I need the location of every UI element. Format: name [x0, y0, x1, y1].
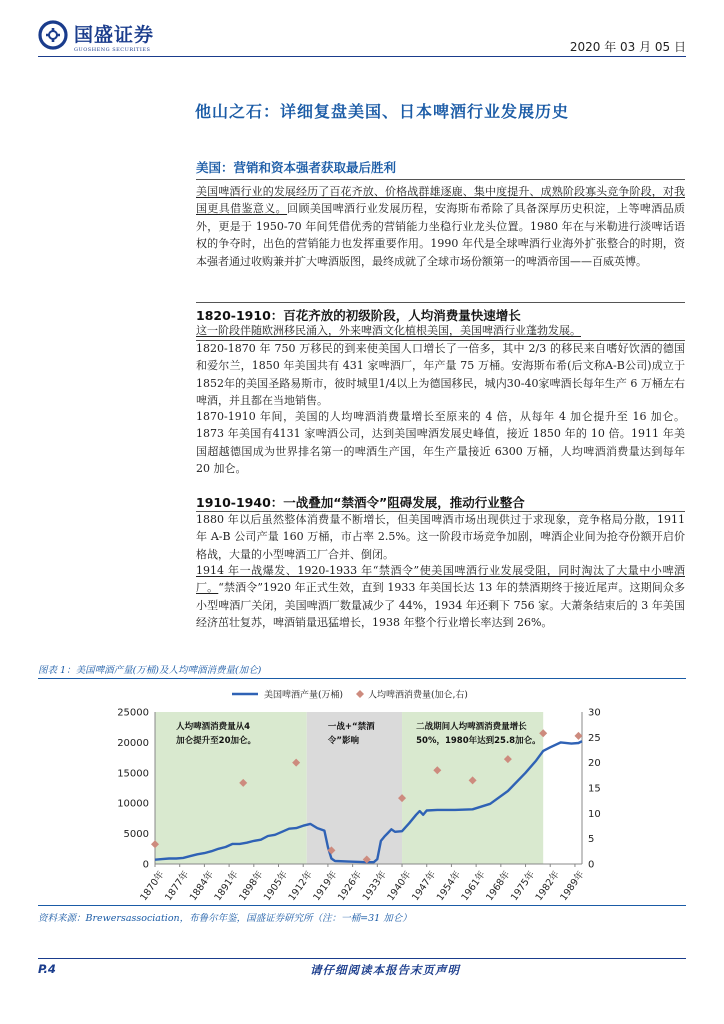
y-right-tick-label: 25: [588, 732, 601, 744]
y-right-tick-label: 30: [588, 707, 601, 719]
phase2-paragraph-2: 1914 年一战爆发、1920-1933 年“禁酒令”使美国啤酒行业发展受阻，同时淘汰了大量中小啤酒厂。“禁酒令”1920 年正式生效，直到 1933 年美国长达 13 年的禁酒期终于接近尾声。这期间众多小型啤酒厂关闭，美国啤酒厂数量减少了 44%，1934 年还剩下 756 家。大萧条结束后的 3 年美国经济茁壮复苏，啤酒销量迅猛增长，1938 年整个行业增长率达到 26%。: [196, 564, 685, 630]
footer-divider: [38, 958, 686, 959]
chart-legend: [232, 689, 468, 701]
logo-subtext: GUOSHENG SECURITIES: [74, 47, 151, 53]
legend-marker-swatch: [356, 690, 364, 698]
page-title: 他山之石：详细复盘美国、日本啤酒行业发展历史: [195, 102, 570, 121]
x-tick-label: 1884年: [187, 869, 217, 903]
shaded-period: [155, 712, 307, 864]
chart-annotation: 加仑提升至20加仑。: [176, 736, 257, 747]
x-tick-label: 1898年: [237, 869, 266, 903]
beer-chart: [0, 682, 724, 904]
y-left-tick-label: 5000: [123, 829, 149, 841]
chart-annotation: 二战期间人均啤酒消费量增长: [416, 722, 527, 733]
legend-label-consumption: 人均啤酒消费量(加仑,右): [368, 690, 468, 701]
guosheng-logo-icon: [38, 20, 68, 50]
section-heading-usa: 美国：营销和资本强者获取最后胜利: [196, 160, 397, 175]
x-tick-label: 1961年: [459, 869, 488, 903]
page-header: [0, 0, 724, 52]
y-right-tick-label: 5: [588, 834, 595, 846]
y-right-tick-label: 15: [588, 783, 601, 795]
x-tick-label: 1975年: [508, 869, 538, 903]
phase2-heading: 1910-1940：一战叠加“禁酒令”阻碍发展，推动行业整合: [196, 495, 525, 510]
figure-top-rule: [38, 678, 686, 679]
x-tick-label: 1933年: [360, 869, 390, 903]
shaded-period: [307, 712, 402, 864]
y-right-tick-label: 0: [588, 859, 595, 871]
page-number: P.4: [38, 962, 56, 976]
x-tick-label: 1954年: [434, 869, 464, 903]
y-left-tick-label: 10000: [117, 798, 149, 810]
x-tick-label: 1989年: [558, 869, 587, 903]
footer-disclaimer: 请仔细阅读本报告末页声明: [310, 963, 460, 977]
x-tick-label: 1919年: [311, 869, 340, 903]
section-divider: [196, 302, 685, 303]
x-tick-label: 1877年: [163, 869, 192, 903]
x-tick-label: 1891年: [212, 869, 241, 903]
phase2-key-sentence: 1914 年一战爆发、1920-1933 年“禁酒令”使美国啤酒行业发展受阻，同时淘汰了大量中小啤酒厂。: [196, 564, 685, 595]
x-tick-label: 1968年: [484, 869, 513, 903]
y-right-tick-label: 10: [588, 808, 601, 820]
y-left-tick-label: 0: [142, 859, 149, 871]
x-tick-label: 1940年: [385, 869, 414, 903]
intro-body: 回顾美国啤酒行业发展历程，安海斯布希除了具备深厚历史积淀，上等啤酒品质外，更是于 1950-70 年间凭借优秀的营销能力坐稳行业龙头位置。1980 年在与米勒进行淡啤话语权的争夺时，出色的营销能力也发挥重要作用。1990 年代是全球啤酒行业海外扩张整合的时期，资本强者通过收购兼并扩大啤酒版图，最终成就了全球市场份额第一的啤酒帝国——百威英博。: [196, 202, 686, 268]
chart-annotation: 人均啤酒消费量从4: [176, 722, 251, 733]
chart-annotation: 令”影响: [327, 736, 360, 747]
x-tick-label: 1912年: [286, 869, 315, 903]
phase1-paragraph-2: 1870-1910 年间，美国的人均啤酒消费量增长至原来的 4 倍，从每年 4 加仑提升至 16 加仑。1873 年美国有4131 家啤酒公司，达到美国啤酒发展史峰值，接近 1850 年的 10 倍。1911 年美国超越德国成为世界排名第一的啤酒生产国，年生产量接近 6300 万桶，人均啤酒消费量达到每年 20 加仑。: [196, 410, 685, 476]
report-date: 2020 年 03 月 05 日: [569, 40, 686, 54]
company-logo: [38, 20, 155, 53]
y-left-tick-label: 25000: [117, 707, 149, 719]
x-tick-label: 1870年: [138, 869, 167, 903]
x-tick-label: 1947年: [410, 869, 439, 903]
intro-key-sentence: 美国啤酒行业的发展经历了百花齐放、价格战群雄逐鹿、集中度提升、成熟阶段寡头竞争阶段，对我国更具借鉴意义。: [196, 185, 685, 216]
phase1-heading: 1820-1910：百花齐放的初级阶段，人均消费量快速增长: [196, 308, 521, 323]
x-tick-label: 1905年: [261, 869, 291, 903]
phase1-paragraph-1: 1820-1870 年 750 万移民的到来使美国人口增长了一倍多，其中 2/3 的移民来自嗜好饮酒的德国和爱尔兰，1850 年美国共有 431 家啤酒厂，年产量 75 万桶。安海斯布希(后文称A-B公司)成立于1852年的美国圣路易斯市，彼时城里1/4以上为德国移民，城内30-40家啤酒长每年生产 6 万桶左右啤酒，并且都在当地销售。: [196, 342, 685, 408]
y-left-tick-label: 20000: [117, 737, 149, 749]
phase1-lead: 这一阶段伴随欧洲移民涌入，外来啤酒文化植根美国，美国啤酒行业蓬勃发展。: [196, 324, 581, 337]
legend-label-production: 美国啤酒产量(万桶): [264, 690, 344, 701]
figure-title: 图表 1：美国啤酒产量(万桶)及人均啤酒消费量(加仑): [38, 665, 262, 676]
chart-annotation: 一战+“禁酒: [327, 722, 375, 733]
consumption-point: [574, 732, 582, 740]
header-divider: [38, 56, 686, 57]
shaded-period: [402, 712, 543, 864]
y-right-tick-label: 20: [588, 758, 601, 770]
figure-bottom-rule: [38, 905, 686, 906]
x-tick-label: 1982年: [533, 869, 562, 903]
x-tick-label: 1926年: [335, 869, 365, 903]
phase2-paragraph-1: 1880 年以后虽然整体消费量不断增长，但美国啤酒市场出现供过于求现象，竞争格局分散，1911 年 A-B 公司产量 160 万桶，市占率 2.5%。这一阶段市场竞争加剧，啤酒企业间为抢夺份额开启价格战，大量的小型啤酒工厂合并、倒闭。: [196, 513, 685, 561]
logo-text: 国盛证券: [74, 24, 155, 46]
section-divider: [196, 179, 685, 180]
intro-paragraph: [196, 183, 685, 270]
chart-shaded-periods: [155, 712, 543, 864]
y-left-tick-label: 15000: [117, 768, 149, 780]
figure-source: 资料来源：Brewersassociation，布鲁尔年鉴，国盛证券研究所（注：一桶=31 加仑）: [38, 913, 412, 924]
chart-annotation: 50%，1980年达到25.8加仑。: [416, 736, 541, 747]
